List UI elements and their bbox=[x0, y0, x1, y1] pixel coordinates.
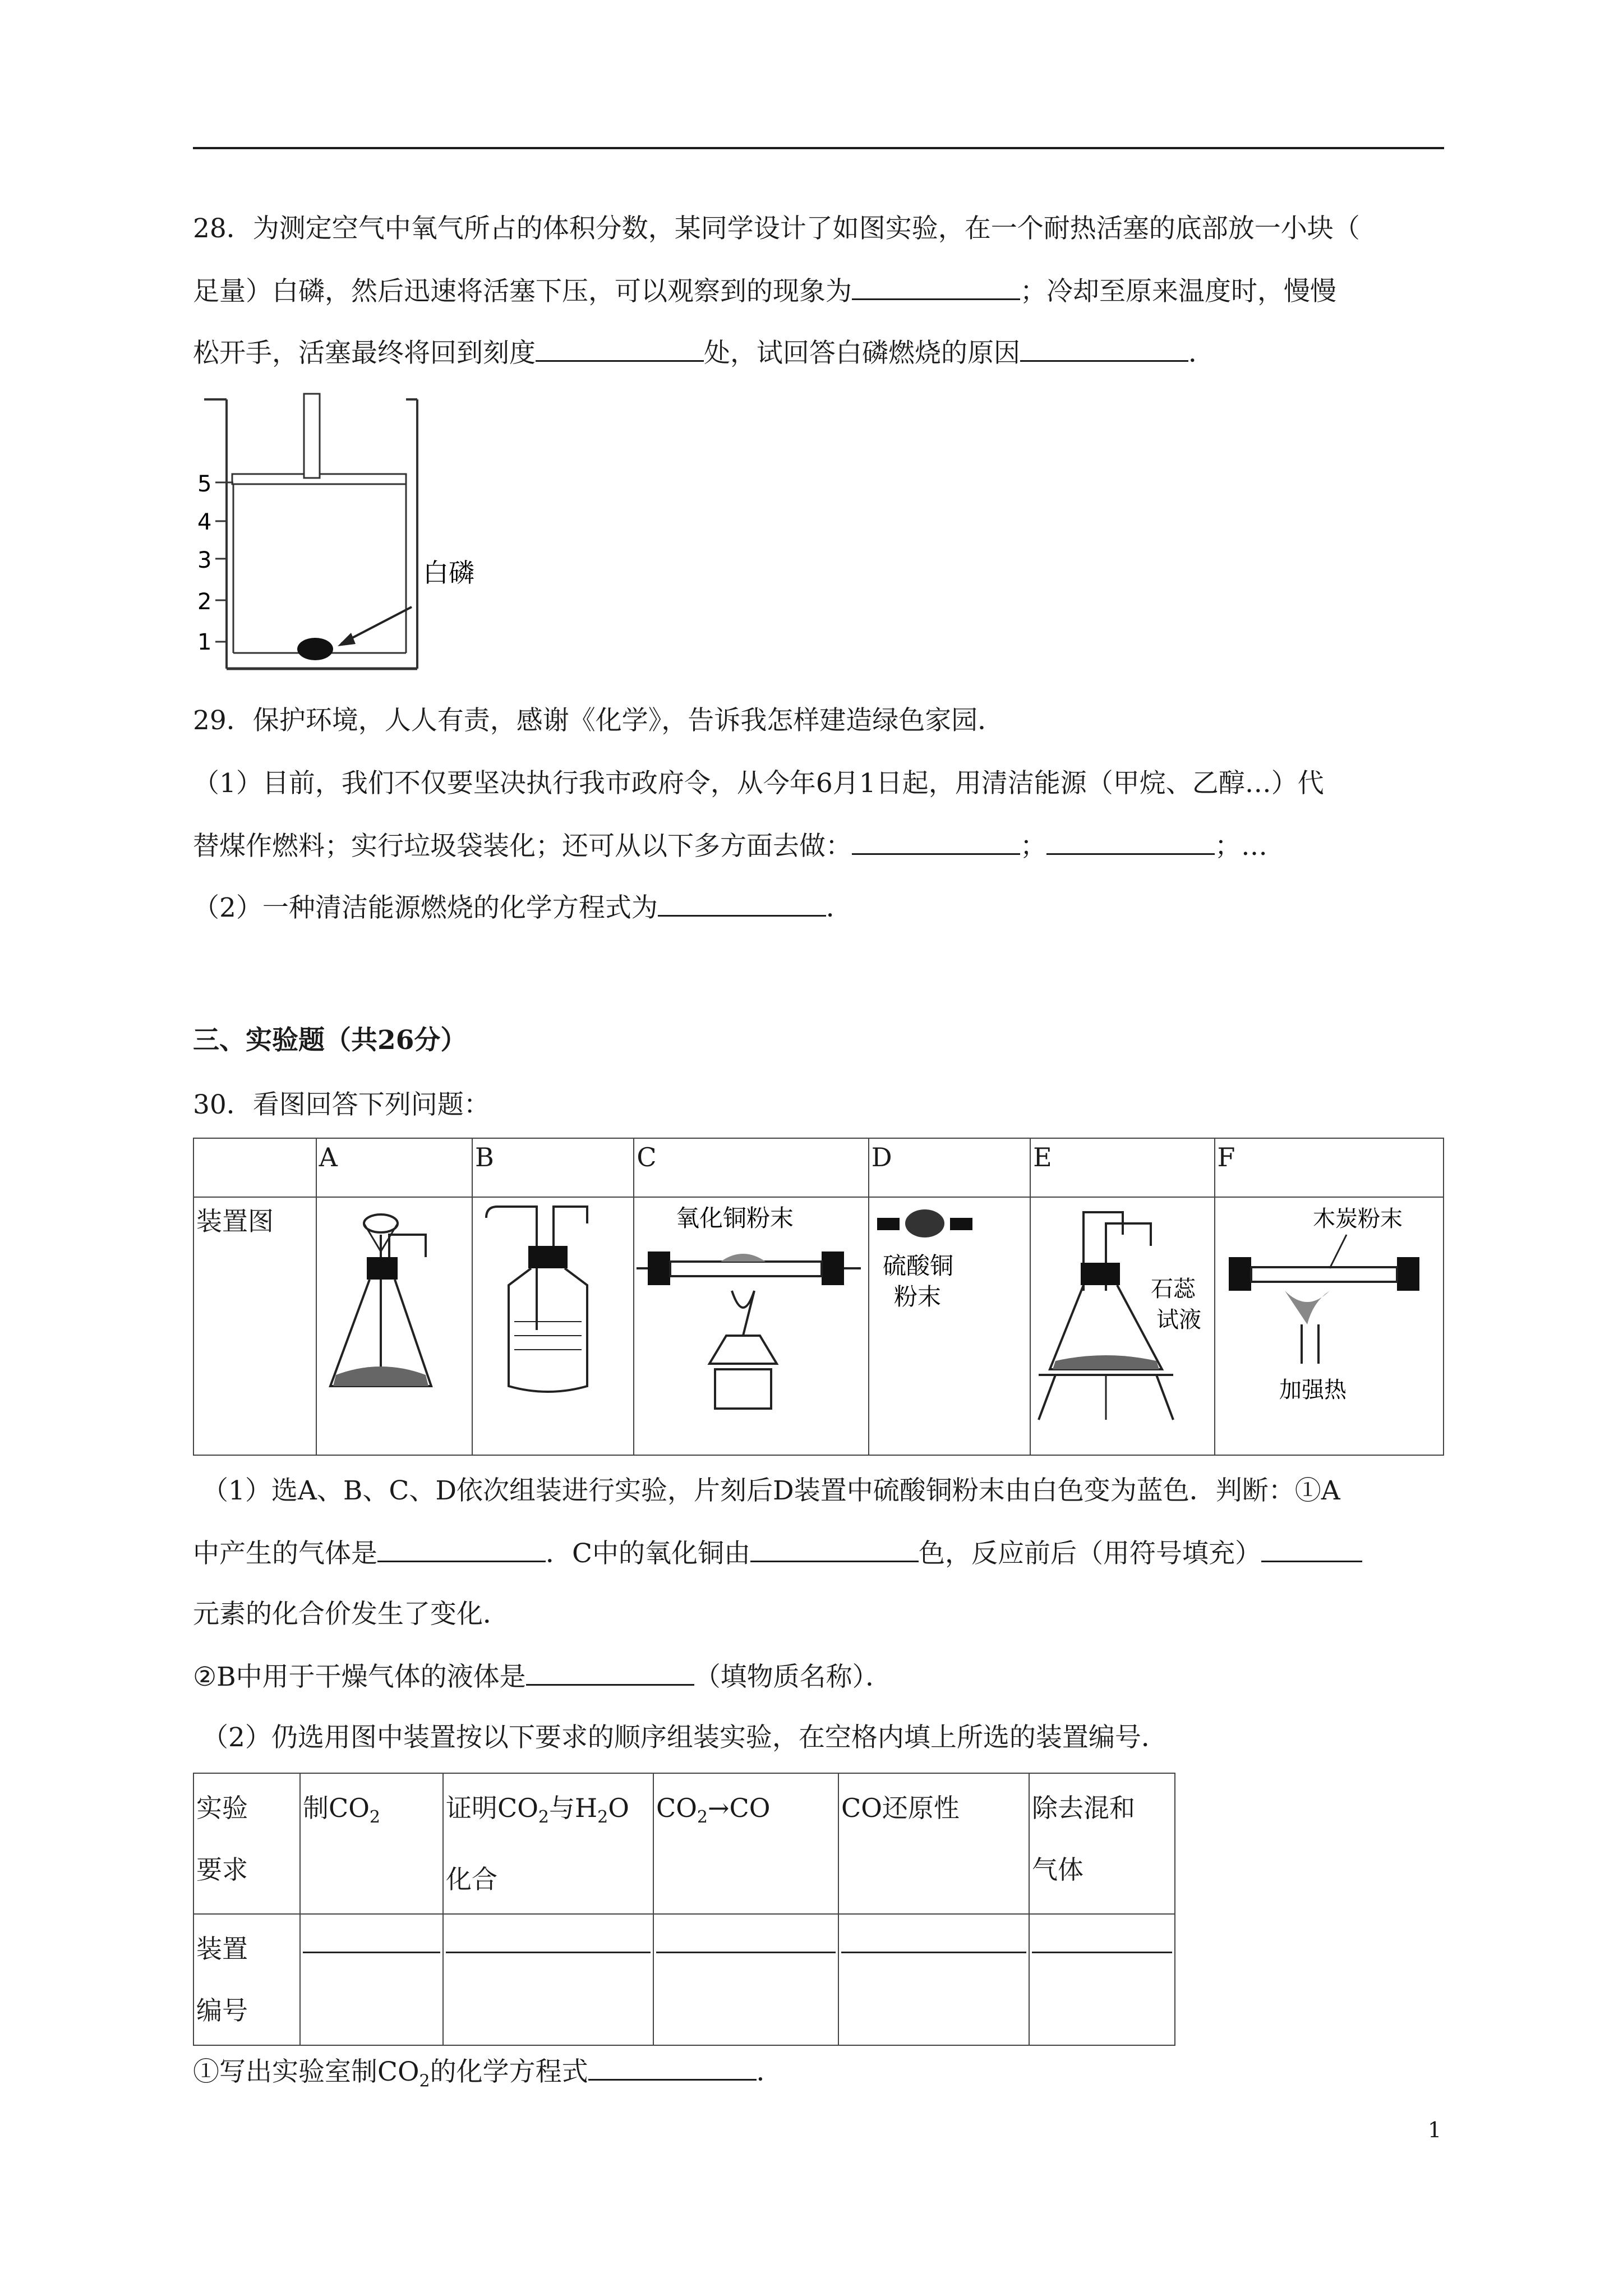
apparatus-e bbox=[1030, 1197, 1214, 1455]
gas-washing-bottle-b-figure bbox=[475, 1201, 626, 1414]
req-co2-to-co: $CO_2\to CO$ bbox=[653, 1773, 838, 1914]
answer-blank[interactable] bbox=[1261, 1536, 1362, 1562]
device-label: 装置 编号 bbox=[193, 1914, 300, 2045]
apparatus-f bbox=[1215, 1197, 1444, 1455]
header-e: E bbox=[1030, 1138, 1214, 1197]
copper-oxide-label: 氧化铜粉末 bbox=[676, 1204, 794, 1232]
q30-p4: ①写出实验室制$CO_2$的化学方程式 ． bbox=[193, 2054, 1449, 2098]
header-a: A bbox=[316, 1138, 472, 1197]
req-label: 实验 要求 bbox=[193, 1773, 300, 1914]
apparatus-d bbox=[869, 1197, 1030, 1455]
copper-sulfate-label-2: 粉末 bbox=[893, 1283, 941, 1310]
scale-label-2: 2 bbox=[197, 589, 212, 615]
scale-label-4: 4 bbox=[197, 509, 212, 535]
q28-line1: 28．为测定空气中氧气所占的体积分数，某同学设计了如图实验，在一个耐热活塞的底部放一小块（ bbox=[193, 213, 1360, 244]
scale-label-5: 5 bbox=[197, 471, 212, 497]
section-title: 三、实验题（共26分） bbox=[193, 1025, 467, 1056]
combustion-tube-f-figure bbox=[1218, 1201, 1436, 1414]
header-c: C bbox=[634, 1138, 868, 1197]
scale-label-1: 1 bbox=[197, 629, 212, 655]
page-number: 1 bbox=[1428, 2118, 1442, 2142]
scale-label-3: 3 bbox=[197, 547, 212, 573]
device-blank-3[interactable] bbox=[653, 1914, 838, 2045]
answer-blank[interactable] bbox=[588, 2054, 757, 2081]
answer-blank[interactable] bbox=[1046, 829, 1215, 855]
conical-flask-e-figure bbox=[1033, 1201, 1207, 1425]
apparatus-a bbox=[316, 1197, 472, 1455]
device-blank-5[interactable] bbox=[1029, 1914, 1175, 2045]
q30-p3: （2）仍选用图中装置按以下要求的顺序组装实验，在空格内填上所选的装置编号． bbox=[202, 1722, 1168, 1753]
answer-blank[interactable] bbox=[750, 1536, 919, 1562]
litmus-label-1: 石蕊 bbox=[1151, 1276, 1196, 1302]
q30-line1: 30．看图回答下列问题： bbox=[193, 1089, 490, 1120]
q28-line3: 松开手，活塞最终将回到刻度 处，试回答白磷燃烧的原因 ． bbox=[193, 335, 1449, 370]
req-remove-mixed-gas: 除去混和 气体 bbox=[1029, 1773, 1175, 1914]
q28-line2: 足量）白磷，然后迅速将活塞下压，可以观察到的现象为 ；冷却至原来温度时，慢慢 bbox=[193, 274, 1449, 309]
apparatus-c bbox=[634, 1197, 868, 1455]
white-phosphorus-lump bbox=[297, 638, 333, 660]
device-blank-2[interactable] bbox=[443, 1914, 653, 2045]
q30-p2: ②B中用于干燥气体的液体是 （填物质名称）． bbox=[193, 1659, 1449, 1694]
row-label: 装置图 bbox=[193, 1197, 316, 1455]
answer-blank[interactable] bbox=[1020, 335, 1188, 362]
strong-heat-label: 加强热 bbox=[1279, 1377, 1347, 1403]
q29-line4: （2）一种清洁能源燃烧的化学方程式为 ． bbox=[193, 890, 1449, 925]
copper-sulfate-label-1: 硫酸铜 bbox=[882, 1252, 953, 1280]
device-blank-4[interactable] bbox=[838, 1914, 1029, 2045]
answer-blank[interactable] bbox=[536, 335, 704, 362]
device-blank-1[interactable] bbox=[300, 1914, 443, 2045]
litmus-label-2: 试液 bbox=[1156, 1307, 1202, 1333]
assembly-table bbox=[193, 1773, 1175, 2046]
req-prove-co2-h2o: 证明$CO_2$与$H_2O$ 化合 bbox=[443, 1773, 653, 1914]
q29-line3: 替煤作燃料；实行垃圾袋装化；还可从以下多方面去做： ； ；… bbox=[193, 829, 1449, 863]
header-f: F bbox=[1215, 1138, 1444, 1197]
req-co-reducing: CO还原性 bbox=[838, 1773, 1029, 1914]
white-phosphorus-label: 白磷 bbox=[423, 558, 474, 588]
apparatus-table bbox=[193, 1138, 1444, 1456]
header-rule bbox=[193, 147, 1444, 149]
conical-flask-a-figure bbox=[319, 1201, 465, 1414]
answer-blank[interactable] bbox=[658, 890, 826, 917]
charcoal-label: 木炭粉末 bbox=[1312, 1206, 1403, 1232]
q29-line1: 29．保护环境，人人有责，感谢《化学》，告诉我怎样建造绿色家园． bbox=[193, 705, 1004, 736]
req-make-co2: 制$CO_2$ bbox=[300, 1773, 443, 1914]
apparatus-b bbox=[472, 1197, 634, 1455]
answer-blank[interactable] bbox=[852, 274, 1020, 300]
header-d: D bbox=[869, 1138, 1030, 1197]
combustion-tube-c-figure bbox=[637, 1201, 861, 1414]
header-b: B bbox=[472, 1138, 634, 1197]
q29-line2: （1）目前，我们不仅要坚决执行我市政府令，从今年6月1日起，用清洁能源（甲烷、乙醇…）代 bbox=[193, 768, 1324, 799]
q30-p1-line3: 元素的化合价发生了变化． bbox=[193, 1599, 509, 1630]
q30-p1-line2: 中产生的气体是 ．C中的氧化铜由 色，反应前后（用符号填充） bbox=[193, 1536, 1449, 1571]
answer-blank[interactable] bbox=[377, 1536, 546, 1562]
answer-blank[interactable] bbox=[852, 829, 1020, 855]
piston-apparatus-figure bbox=[193, 388, 490, 680]
q30-p1-line1: （1）选A、B、C、D依次组装进行实验，片刻后D装置中硫酸铜粉末由白色变为蓝色．判断：①A bbox=[202, 1475, 1340, 1506]
drying-tube-d-figure bbox=[872, 1201, 1023, 1324]
answer-blank[interactable] bbox=[526, 1659, 694, 1686]
